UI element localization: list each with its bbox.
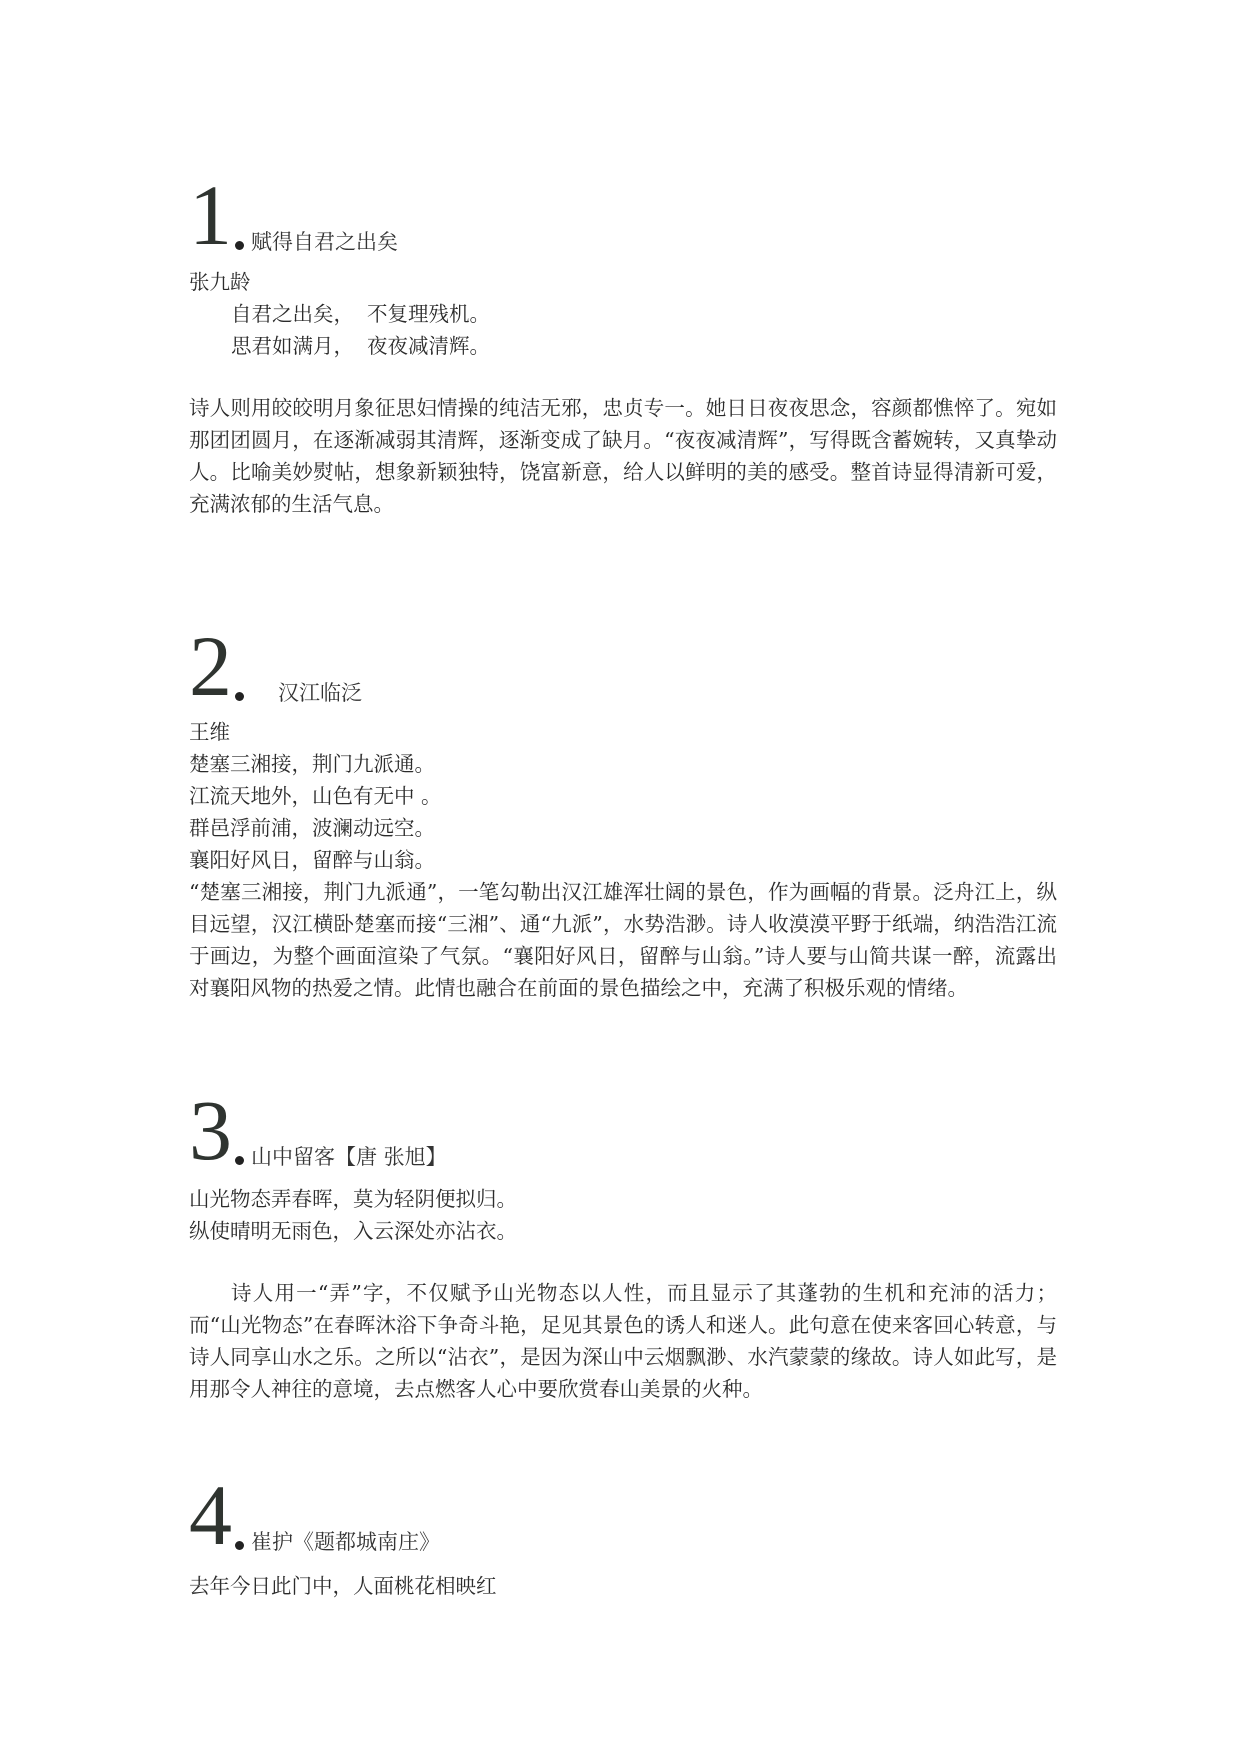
section-number: 3 [189,1082,232,1178]
section-heading [189,618,1069,714]
section-number: 2 [189,618,232,714]
poem-commentary: 诗人则用皎皎明月象征思妇情操的纯洁无邪，忠贞专一。她日日夜夜思念，容颜都憔悴了。宛如那团团圆月，在逐渐减弱其清辉，逐渐变成了缺月。“夜夜减清辉”，写得既含蓄婉转，又真挚动人。比喻美妙熨帖，想象新颖独特，饶富新意，给人以鲜明的美的感受。整首诗显得清新可爱，充满浓郁的生活气息。 [189,396,1057,516]
poem-line: 纵使晴明无雨色，入云深处亦沾衣。 [189,1219,517,1243]
poem-line: 山光物态弄春晖，莫为轻阴便拟归。 [189,1187,517,1211]
poem-title: 汉江临泛 [278,681,362,705]
poem-line: 江流天地外，山色有无中 。 [189,784,442,808]
poem-commentary: “楚塞三湘接，荆门九派通”，一笔勾勒出汉江雄浑壮阔的景色，作为画幅的背景。泛舟江上，纵目远望，汉江横卧楚塞而接“三湘”、通“九派”，水势浩渺。诗人收漠漠平野于纸端，纳浩浩江流于画边，为整个画面渲染了气氛。“襄阳好风日，留醉与山翁。”诗人要与山简共谋一醉，流露出对襄阳风物的热爱之情。此情也融合在前面的景色描绘之中，充满了积极乐观的情绪。 [189,880,1057,1000]
poem-author: 王维 [189,720,230,744]
poem-line: 自君之出矣， 不复理残机。 [231,302,491,326]
poem-title: 山中留客【唐 张旭】 [251,1145,447,1169]
poem-line: 去年今日此门中，人面桃花相映红 [189,1574,497,1598]
section-heading [189,1082,1069,1178]
poem-commentary: 诗人用一“弄”字，不仅赋予山光物态以人性，而且显示了其蓬勃的生机和充沛的活力；而“山光物态”在春晖沐浴下争奇斗艳，足见其景色的诱人和迷人。此句意在使来客回心转意，与诗人同享山水之乐。之所以“沾衣”，是因为深山中云烟飘渺、水汽蒙蒙的缘故。诗人如此写，是用那令人神往的意境，去点燃客人心中要欣赏春山美景的火种。 [189,1281,1057,1401]
section-number: 4 [189,1467,232,1563]
poem-line: 群邑浮前浦，波澜动远空。 [189,816,435,840]
poem-title: 赋得自君之出矣 [251,230,398,254]
bullet-dot-icon [235,1541,244,1550]
bullet-dot-icon [235,241,244,250]
poem-section-1 [189,168,1069,520]
poem-section-3 [189,1083,1069,1405]
bullet-dot-icon [235,1156,244,1165]
poem-section-2 [189,619,1069,1004]
poem-section-4 [189,1468,1069,1602]
bullet-dot-icon [235,692,244,701]
poem-author: 张九龄 [189,270,251,294]
poem-line: 思君如满月， 夜夜减清辉。 [231,334,491,358]
section-number: 1 [189,167,232,263]
poem-line: 襄阳好风日，留醉与山翁。 [189,848,435,872]
section-heading [189,167,1069,263]
poem-title: 崔护《题都城南庄》 [251,1530,440,1554]
section-heading [189,1467,1069,1563]
poem-line: 楚塞三湘接，荆门九派通。 [189,752,435,776]
